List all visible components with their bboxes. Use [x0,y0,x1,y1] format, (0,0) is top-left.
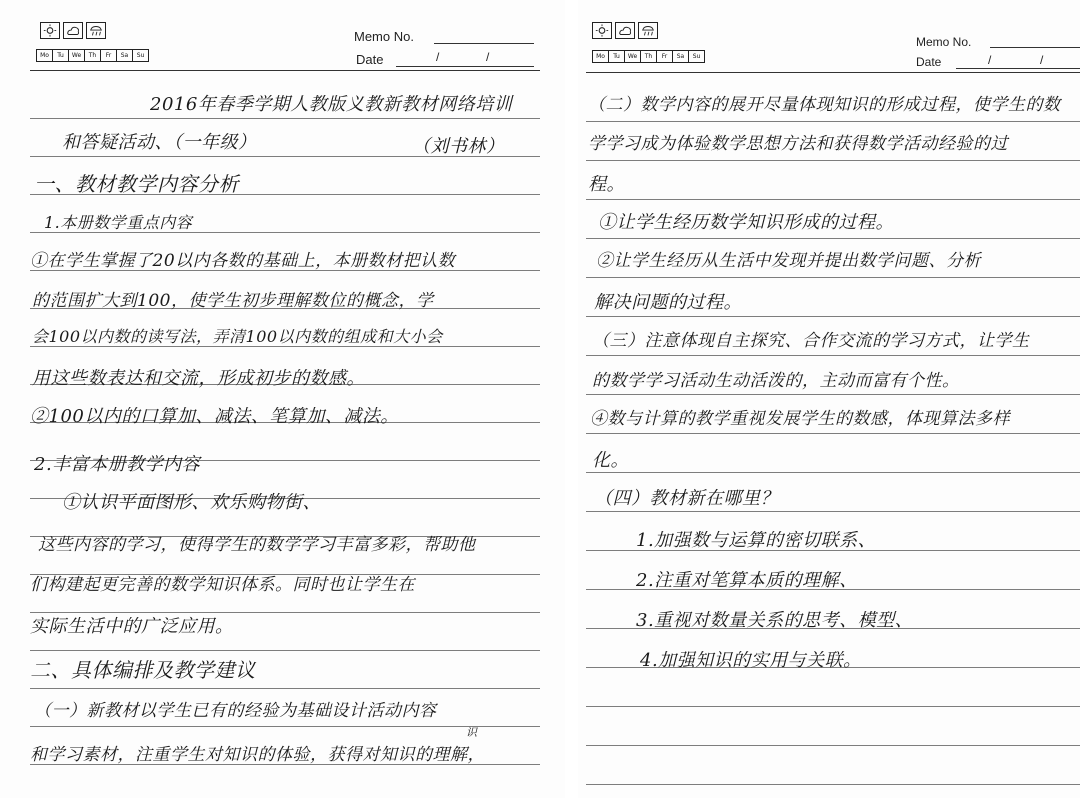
ruled-line [30,70,540,71]
ruled-line [586,121,1080,122]
handwritten-superscript: 识 [466,726,478,739]
ruled-line [586,511,1080,512]
weekday-tu: Tu [609,51,625,62]
handwritten-line: 1.加强数与运算的密切联系、 [636,530,877,551]
right-page [578,0,1080,798]
handwritten-line: 学学习成为体验数学思想方法和获得数学活动经验的过 [588,134,1008,154]
handwritten-line: 实际生活中的广泛应用。 [30,616,234,637]
handwritten-line: （二）数学内容的展开尽量体现知识的形成过程，使学生的数 [588,95,1061,115]
handwritten-line: ①认识平面图形、欢乐购物街、 [62,492,321,513]
handwritten-line: 2.丰富本册教学内容 [34,454,201,475]
handwritten-line: 4.加强知识的实用与关联。 [640,650,862,671]
weekday-sa: Sa [673,51,689,62]
ruled-line [30,118,540,119]
handwritten-line: 化。 [592,450,629,471]
handwritten-line: 二、具体编排及教学建议 [30,658,256,682]
weekday-boxes [592,50,705,63]
handwritten-line: （四）教材新在哪里？ [594,488,779,509]
ruled-line [586,160,1080,161]
date-separator: / [486,50,490,64]
handwritten-title-line1: 2016年春季学期人教版义教新教材网络培训 [150,94,513,115]
weekday-boxes [36,49,149,62]
rain-icon [86,22,106,39]
ruled-line [586,238,1080,239]
ruled-line [586,316,1080,317]
ruled-line [586,355,1080,356]
handwritten-line: 会100以内数的读写法，弄清100以内数的组成和大小会 [32,327,443,346]
weekday-mo: Mo [593,51,609,62]
weekday-we: We [69,50,85,61]
ruled-line [586,706,1080,707]
ruled-line [30,688,540,689]
memo-no-label: Memo No. [354,29,414,44]
ruled-line [586,277,1080,278]
date-line [396,66,534,67]
memo-no-line [990,47,1080,48]
cloud-icon [63,22,83,39]
handwritten-line: 一、教材教学内容分析 [34,172,239,196]
ruled-line [586,433,1080,434]
weekday-tu: Tu [53,50,69,61]
weekday-th: Th [641,51,657,62]
ruled-line [586,72,1080,73]
weekday-fr: Fr [657,51,673,62]
handwritten-line: 的数学学习活动生动活泼的，主动而富有个性。 [592,371,960,391]
handwritten-author: （刘书林） [412,136,505,157]
sun-icon [592,22,612,39]
handwritten-line: ②让学生经历从生活中发现并提出数学问题、分析 [596,251,981,271]
memo-no-line [434,43,534,44]
handwritten-line: 用这些数表达和交流，形成初步的数感。 [32,368,365,389]
date-separator: / [988,53,992,67]
weekday-sa: Sa [117,50,133,61]
handwritten-line: 3.重视对数量关系的思考、模型、 [636,610,914,631]
handwritten-line: 解决问题的过程。 [594,292,742,313]
date-separator: / [1040,53,1044,67]
ruled-line [30,726,540,727]
handwritten-title-line2: 和答疑活动、（一年级） [62,132,257,153]
handwritten-line: （三）注意体现自主探究、合作交流的学习方式，让学生 [592,331,1030,351]
weather-icons [592,22,658,39]
weekday-fr: Fr [101,50,117,61]
weekday-th: Th [85,50,101,61]
weekday-we: We [625,51,641,62]
handwritten-line: 的范围扩大到100，使学生初步理解数位的概念，学 [32,291,434,311]
handwritten-line: 和学习素材，注重学生对知识的体验，获得对知识的理解， [30,745,485,765]
weekday-su: Su [692,53,701,60]
weather-icons [40,22,106,39]
weekday-mo: Mo [37,50,53,61]
ruled-line [586,472,1080,473]
date-label: Date [916,55,942,69]
ruled-line [586,199,1080,200]
ruled-line [586,745,1080,746]
date-label: Date [356,52,384,67]
ruled-line [586,394,1080,395]
handwritten-line: ②100以内的口算加、减法、笔算加、减法。 [30,406,399,427]
handwritten-line: 这些内容的学习，使得学生的数学学习丰富多彩，帮助他 [38,535,476,555]
date-separator: / [436,50,440,64]
handwritten-line: （一）新教材以学生已有的经验为基础设计活动内容 [34,701,437,721]
ruled-line [30,650,540,651]
handwritten-line: ④数与计算的教学重视发展学生的数感，体现算法多样 [590,409,1010,429]
handwritten-line: 1.本册数学重点内容 [44,213,193,232]
date-line [956,68,1080,69]
memo-no-label: Memo No. [916,35,972,49]
handwritten-line: 程。 [588,174,625,195]
handwritten-line: ①让学生经历数学知识形成的过程。 [598,212,894,233]
sun-icon [40,22,60,39]
handwritten-line: 们构建起更完善的数学知识体系。同时也让学生在 [30,575,415,595]
weekday-su: Su [136,52,145,59]
rain-icon [638,22,658,39]
cloud-icon [615,22,635,39]
handwritten-line: ①在学生掌握了20以内各数的基础上，本册数材把认数 [30,251,456,271]
handwritten-line: 2.注重对笔算本质的理解、 [636,570,858,591]
ruled-line [586,784,1080,785]
